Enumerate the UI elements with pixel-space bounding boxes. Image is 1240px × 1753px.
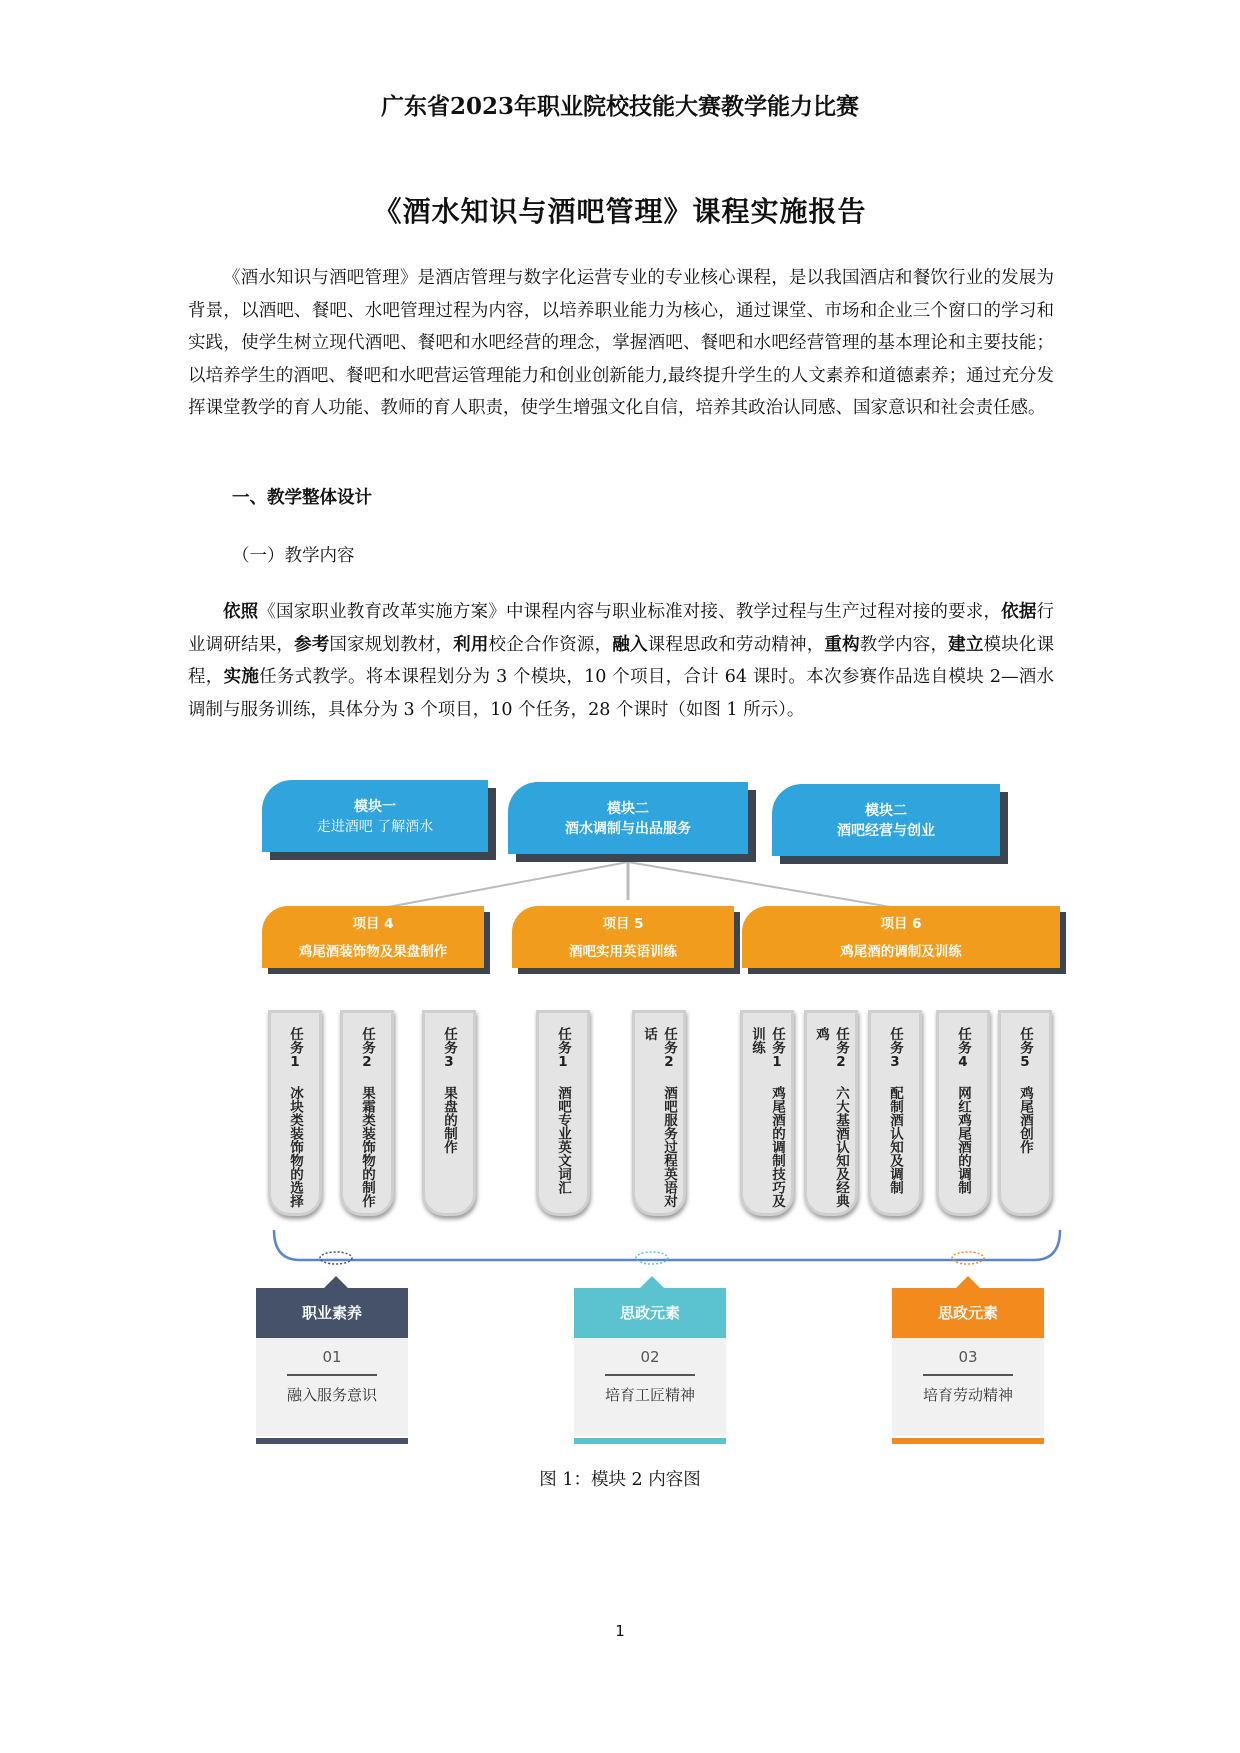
text-run: 教学内容， [859, 634, 949, 655]
card-bar [574, 1438, 726, 1444]
card-text: 融入服务意识 [286, 1386, 377, 1404]
module-box-2 [508, 782, 748, 854]
quality-card-2 [574, 1288, 726, 1436]
quality-card-1 [256, 1288, 408, 1436]
project-box-5 [512, 906, 734, 968]
card-number: 02 [640, 1348, 660, 1366]
content-paragraph [188, 596, 1054, 726]
bold-term: 参考 [294, 634, 330, 655]
task-card: 任务3 配制酒认知及调制 [868, 1010, 922, 1216]
module-label: 模块二 [865, 803, 907, 819]
task-card: 任务2 酒吧服务过程英语对话 [632, 1010, 686, 1216]
card-number: 03 [958, 1348, 978, 1366]
task-card: 任务1 冰块类装饰物的选择 [268, 1010, 322, 1216]
bold-term: 实施 [223, 667, 260, 687]
card-heading: 思政元素 [574, 1288, 726, 1338]
bold-term: 依据 [1001, 602, 1037, 622]
report-title: 《酒水知识与酒吧管理》课程实施报告 [373, 195, 867, 228]
task-card: 任务2 六大基酒认知及经典鸡 [804, 1010, 858, 1216]
project-label: 项目 4 [352, 916, 394, 932]
card-divider [605, 1374, 695, 1376]
text-run: 课程思政和劳动精神， [647, 634, 825, 655]
card-number: 01 [322, 1348, 342, 1366]
module-name: 走进酒吧 了解酒水 [316, 819, 434, 835]
project-name: 鸡尾酒的调制及训练 [840, 944, 962, 960]
bold-term: 重构 [824, 634, 860, 655]
card-text: 培育工匠精神 [604, 1386, 695, 1404]
quality-card-3 [892, 1288, 1044, 1436]
task-card: 任务3 果盘的制作 [422, 1010, 476, 1216]
module-label: 模块一 [354, 799, 396, 815]
card-text: 培育劳动精神 [922, 1386, 1013, 1404]
text-run: 行业调研结果， [188, 602, 1055, 655]
project-box-6 [742, 906, 1060, 968]
intro-text: 《酒水知识与酒吧管理》是酒店管理与数字化运营专业的专业核心课程，是以我国酒店和餐饮行业的发展为背景，以酒吧、餐吧、水吧管理过程为内容，以培养职业能力为核心，通过课堂、市场和企业三个窗口的学习和实践，使学生树立现代酒吧、餐吧和水吧经营的理念，掌握酒吧、餐吧和水吧经营管理的基本理论和主要技能；以培养学生的酒吧、餐吧和水吧营运管理能力和创业创新能力,最终提升学生的人文素养和道德素养；通过充分发挥课堂教学的育人功能、教师的育人职责，使学生增强文化自信，培养其政治认同感、国家意识和社会责任感。 [188, 268, 1054, 418]
bold-term: 利用 [453, 634, 489, 655]
project-name: 鸡尾酒装饰物及果盘制作 [298, 944, 448, 960]
task-card: 任务2 果霜类装饰物的制作 [340, 1010, 394, 1216]
card-bar [256, 1438, 408, 1444]
module-name: 酒水调制与出品服务 [565, 821, 691, 837]
page-number: 1 [615, 1622, 625, 1640]
module-name: 酒吧经营与创业 [837, 823, 935, 839]
section-heading: 一、教学整体设计 [232, 488, 372, 508]
text-run: 模块化课程， [188, 634, 1055, 687]
figure-caption: 图 1：模块 2 内容图 [539, 1470, 701, 1490]
subsection-heading: （一）教学内容 [232, 546, 355, 566]
project-box-4 [262, 906, 484, 968]
project-name: 酒吧实用英语训练 [569, 944, 677, 960]
module-box-1 [262, 780, 488, 852]
module-box-3 [772, 784, 1000, 856]
page-header: 广东省2023年职业院校技能大赛教学能力比赛 [380, 93, 859, 120]
text-run: 校企合作资源， [488, 634, 613, 655]
card-heading: 职业素养 [256, 1288, 408, 1338]
text-run: 《国家职业教育改革实施方案》中课程内容与职业标准对接、教学过程与生产过程对接的要求， [258, 602, 1002, 622]
card-divider [287, 1374, 377, 1376]
card-heading: 思政元素 [892, 1288, 1044, 1338]
task-card: 任务1 鸡尾酒的调制技巧及训练 [740, 1010, 794, 1216]
card-divider [923, 1374, 1013, 1376]
card-bar [892, 1438, 1044, 1444]
task-card: 任务4 网红鸡尾酒的调制 [936, 1010, 990, 1216]
text-run: 任务式教学。将本课程划分为 3 个模块，10 个项目，合计 64 课时。本次参赛作品选自模块 2—酒水调制与服务训练，具体分为 3 个项目，10 个任务，28 个课时（如图 1 所示）。 [188, 667, 1055, 720]
text-run: 国家规划教材， [329, 634, 454, 655]
bold-term: 融入 [612, 634, 648, 655]
content-text [188, 596, 1054, 726]
intro-paragraph [188, 262, 1054, 425]
task-card: 任务5 鸡尾酒创作 [998, 1010, 1052, 1216]
project-label: 项目 5 [602, 916, 644, 932]
module-diagram [252, 760, 1068, 1450]
module-label: 模块二 [607, 801, 649, 817]
project-label: 项目 6 [880, 916, 922, 932]
bold-term: 依照 [223, 602, 259, 622]
task-card: 任务1 酒吧专业英文词汇 [536, 1010, 590, 1216]
bold-term: 建立 [948, 634, 984, 655]
